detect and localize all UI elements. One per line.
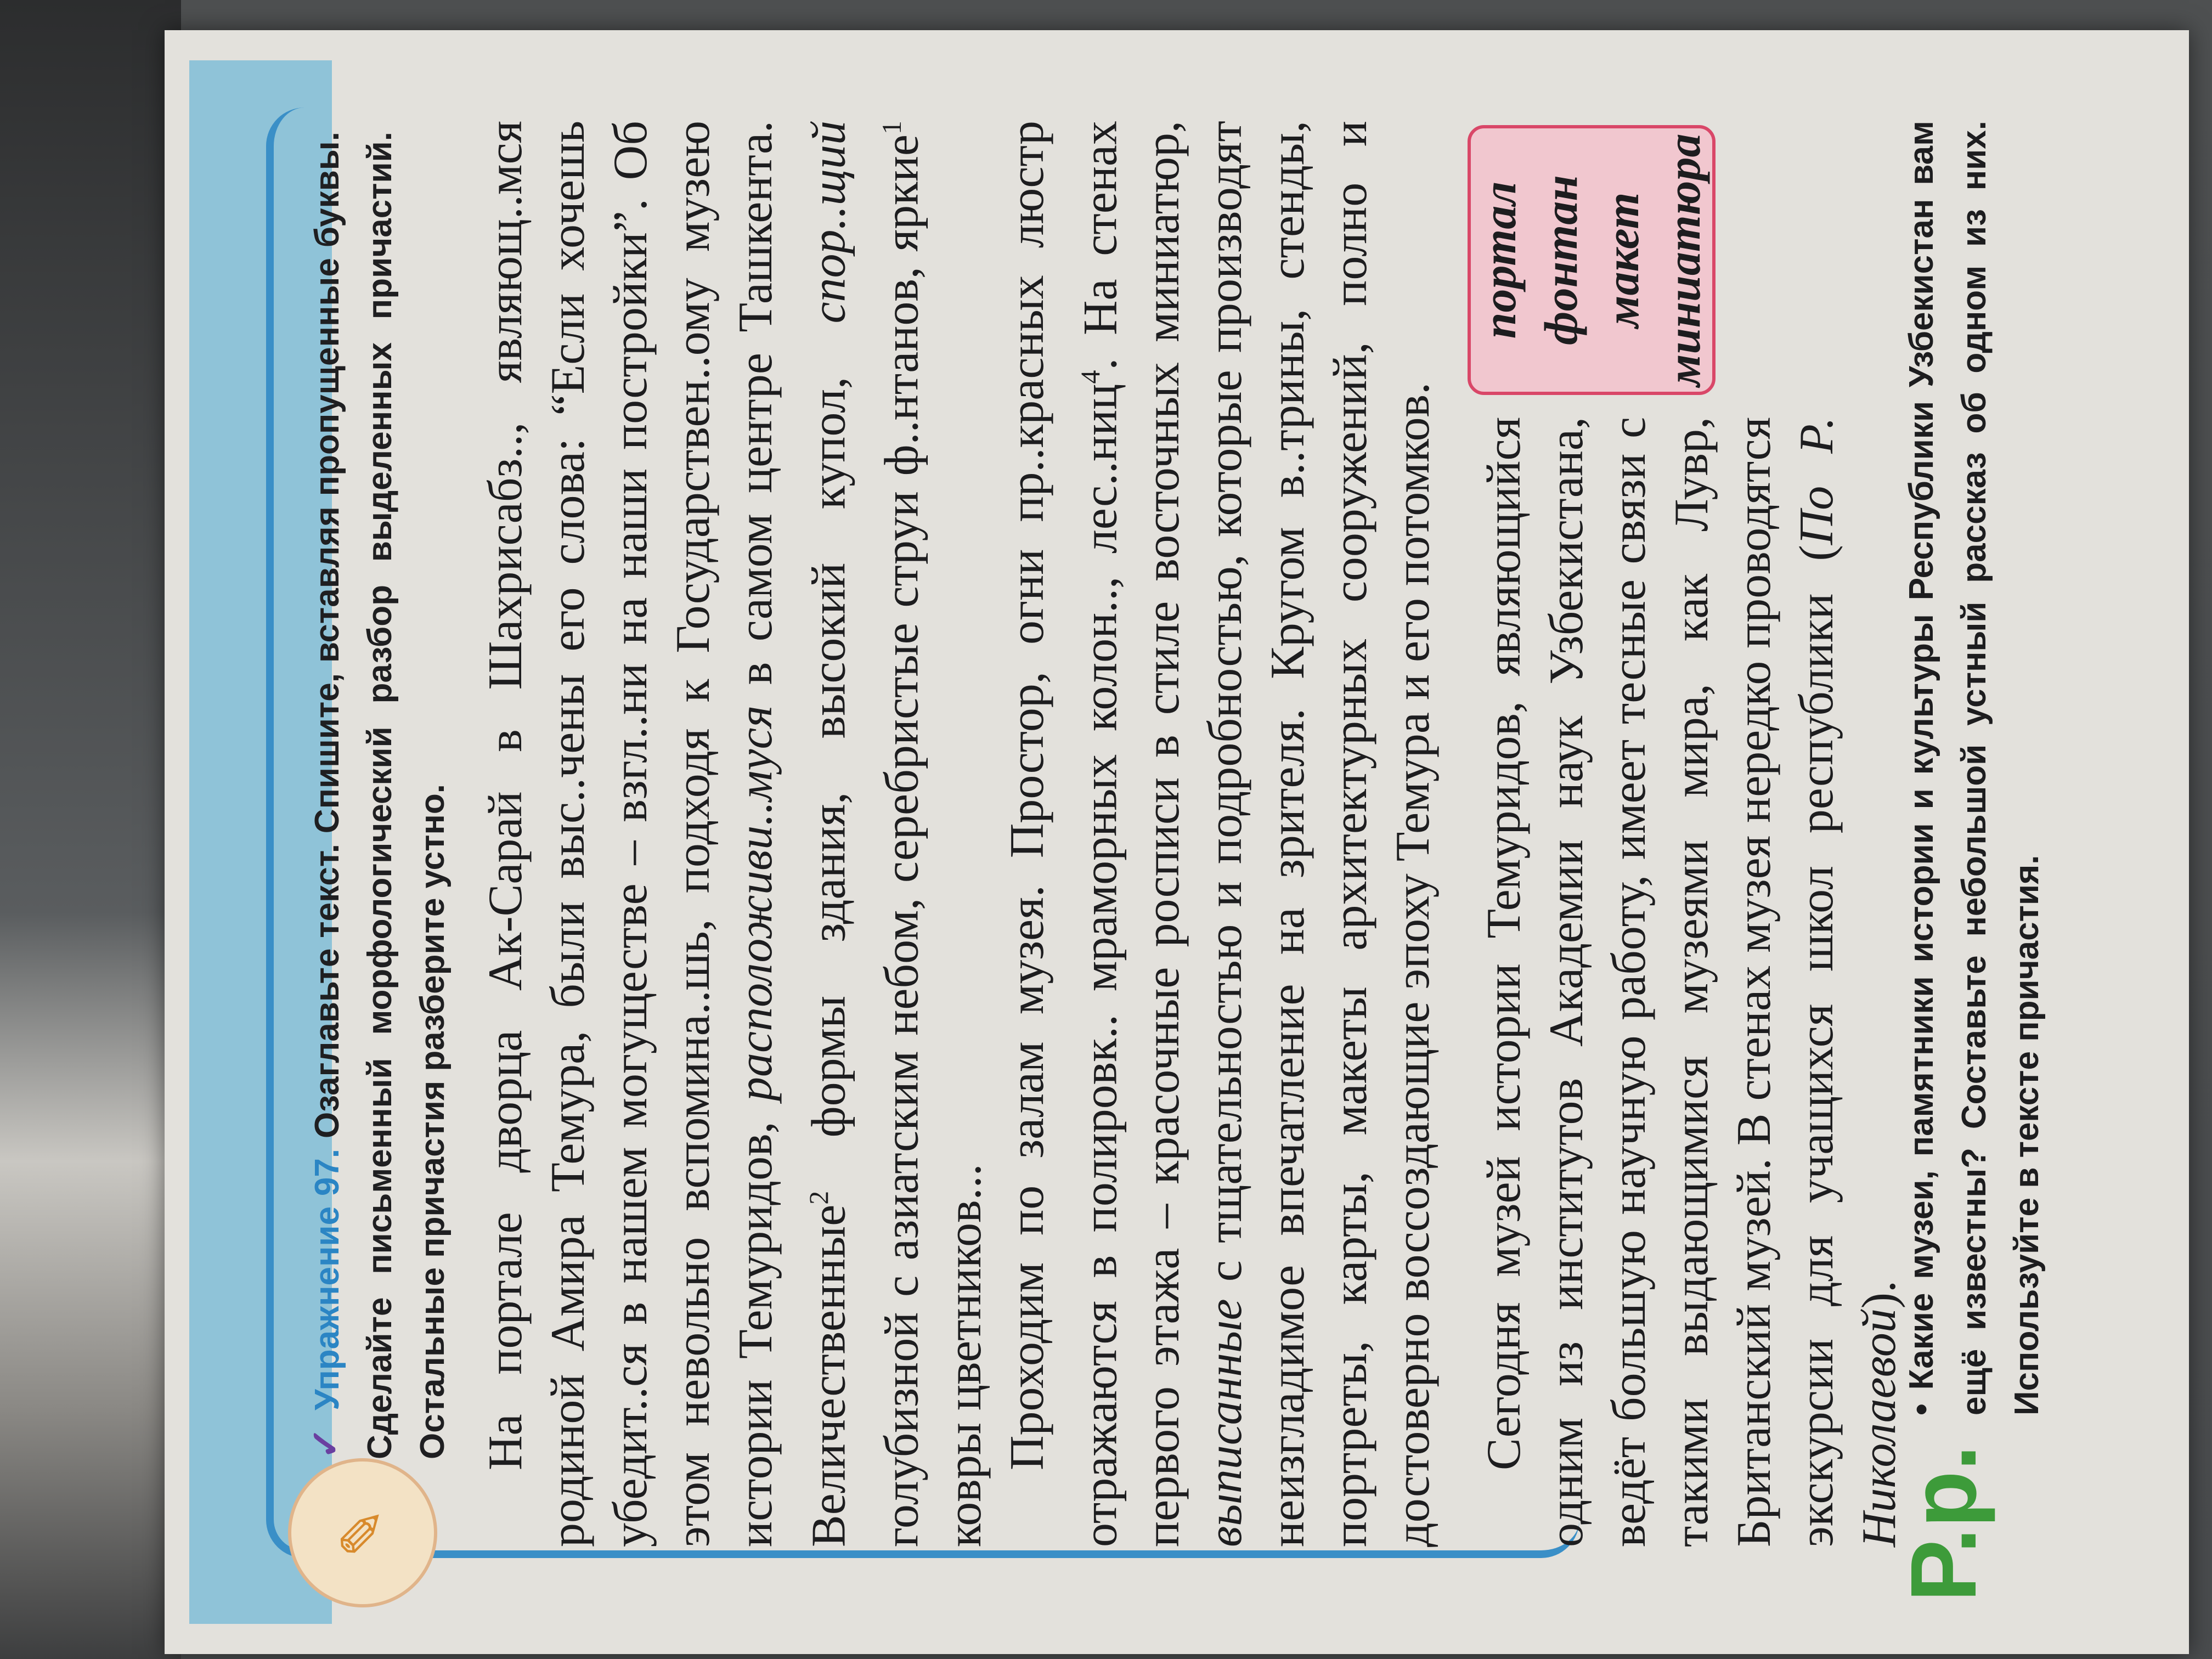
source-author: По Р. Николаевой <box>1790 416 1906 1547</box>
desk-edge <box>0 0 181 1659</box>
vocab-word: макет <box>1596 192 1649 328</box>
footnote-mark: 2 <box>803 1190 834 1205</box>
vocab-word: миниатюра <box>1657 133 1710 387</box>
exercise-text <box>475 121 1444 1547</box>
vocab-word: фонтан <box>1534 175 1587 345</box>
highlighted-participle: спор..щий <box>802 121 856 324</box>
writing-badge-icon <box>288 1458 437 1607</box>
exercise-text-end <box>1473 417 1911 1547</box>
speech-task-text: • Какие музеи, памятники истории и культуры Республики Узбекистан вам ещё известны? Составьте небольшой устный рассказ об одном из них. Используйте в тексте причастия. <box>1903 121 2046 1415</box>
pen-icon: ✎ <box>329 1507 397 1559</box>
footnote-mark: 1 <box>876 121 907 134</box>
paragraph-2: Проходим по залам музея. Простор, огни пр..красных люстр отражаются в полировк.. мраморных колон.., лес..ниц$^4$. На стенах первого этажа – красочные росписи в стиле восточных миниатюр, выписанные с тщательностью и подробностью, которые производят неизгладимое впечатление на зрителя. Кругом в..трины, стенды, портреты, карты, макеты архитектурных сооружений, полно и достоверно воссоздающие эпоху Темура и его потомков. <box>1000 121 1440 1547</box>
highlighted-participle: расположиви..муся <box>729 705 782 1101</box>
exercise-header <box>299 132 459 1459</box>
page-content-rotated <box>189 60 2164 1624</box>
paragraph-1: На портале дворца Ак-Сарай в Шахрисабз.., являющ..мся родиной Амира Темура, были выс..чены его слова: “Если хочешь убедит..ся в нашем могуществе – взгл..ни на наши постройки”. Об этом невольно вспомина..шь, подходя к Государствен..ому музею истории Темуридов, расположиви..муся в самом центре Ташкента. Величественные$^2$ формы здания, высокий купол, спор..щий голубизной с азиатским небом, серебристые струи ф..нтанов, яркие$^1$ ковры цветников... <box>479 120 991 1547</box>
exercise-title: Упражнение 97. <box>308 1148 346 1410</box>
textbook-page <box>165 30 2189 1654</box>
footnote-mark: 4 <box>1074 370 1105 384</box>
speech-development-label: Р.р. <box>1892 1444 1996 1602</box>
vocab-word: портал <box>1473 181 1526 339</box>
paragraph-3: Сегодня музей истории Темуридов, являющийся одним из институтов Академии наук Узбекистана, ведёт большую научную работу, имеет тесные связи с такими выдающимися музеями мира, как Лувр, Британский музей. В стенах музея нередко проводятся экскурсии для учащихся школ республики (По Р. Николаевой). <box>1477 416 1906 1547</box>
exercise-instruction: Озаглавьте текст. Спишите, вставляя пропущенные буквы. Сделайте письменный морфологический разбор выделенных причастий. Остальные причастия разберите устно. <box>308 132 452 1459</box>
checkmark-icon: ✓ <box>304 1426 347 1459</box>
highlighted-participle: выписанные <box>1198 1299 1252 1547</box>
vocabulary-box <box>1468 125 1716 395</box>
